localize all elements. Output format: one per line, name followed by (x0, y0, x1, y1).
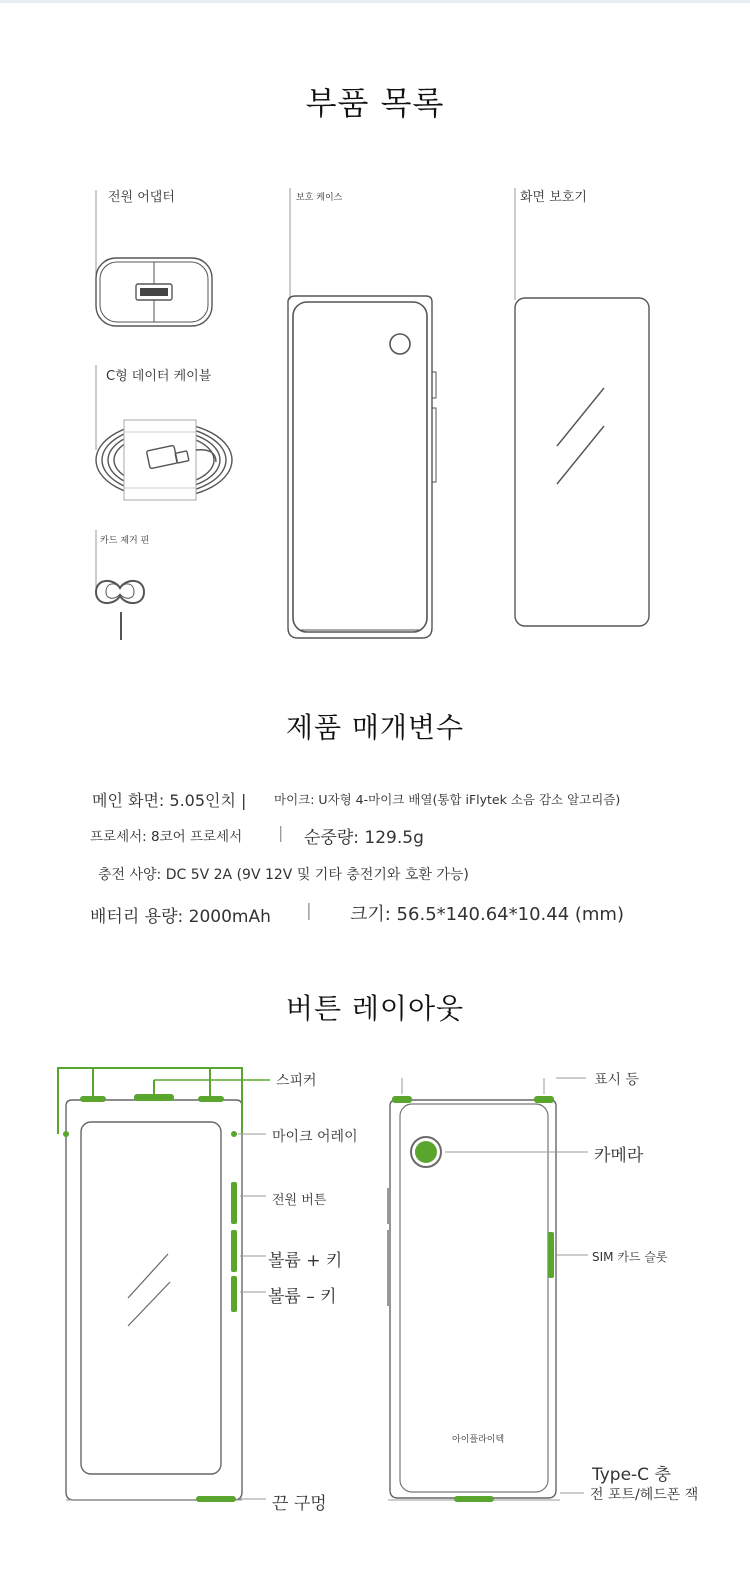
card-eject-pin-label: 카드 제거 핀 (100, 536, 150, 546)
mic-array-label: 마이크 어레이 (272, 1129, 358, 1145)
front-device-icon (58, 1068, 270, 1502)
param-screen: 메인 화면: 5.05인치 | (92, 791, 247, 810)
param-battery: 배터리 용량: 2000mAh (90, 907, 271, 927)
product-params-title: 제품 매개변수 (285, 711, 465, 744)
power-button-label: 전원 버튼 (272, 1193, 327, 1208)
param-separator: | (278, 823, 284, 842)
speaker-label: 스피커 (276, 1073, 317, 1089)
type-c-cable-label: C형 데이터 케이블 (106, 369, 212, 384)
volume-down-label: 볼륨 – 키 (268, 1287, 337, 1307)
indicator-label: 표시 등 (594, 1072, 640, 1088)
lanyard-hole-label: 끈 구멍 (272, 1494, 327, 1514)
param-size: 크기: 56.5*140.64*10.44 (mm) (350, 904, 624, 925)
sim-slot-label: SIM 카드 슬롯 (592, 1250, 668, 1264)
camera-label: 카메라 (594, 1146, 644, 1166)
port-label-line1: Type-C 충 (592, 1465, 671, 1485)
param-mic: 마이크: U자형 4-마이크 배열(통합 iFlytek 소음 감소 알고리즘) (274, 792, 621, 807)
param-processor: 프로세서: 8코어 프로세서 (90, 829, 243, 845)
power-adapter-label: 전원 어댑터 (108, 190, 175, 205)
port-label-line2: 전 포트/헤드폰 잭 (590, 1487, 699, 1503)
volume-up-label: 볼륨 + 키 (268, 1251, 343, 1271)
screen-protector-label: 화면 보호기 (520, 190, 587, 205)
param-weight: 순중량: 129.5g (304, 828, 424, 848)
parts-list-title: 부품 목록 (305, 84, 445, 122)
param-separator-2: | (306, 901, 312, 921)
param-charging: 충전 사양: DC 5V 2A (9V 12V 및 기타 충전기와 호환 가능) (98, 867, 469, 883)
brand-logo-text: 아이플라이텍 (452, 1435, 505, 1445)
protective-case-label: 보호 케이스 (296, 193, 343, 203)
button-layout-title: 버튼 레이아웃 (285, 992, 465, 1025)
